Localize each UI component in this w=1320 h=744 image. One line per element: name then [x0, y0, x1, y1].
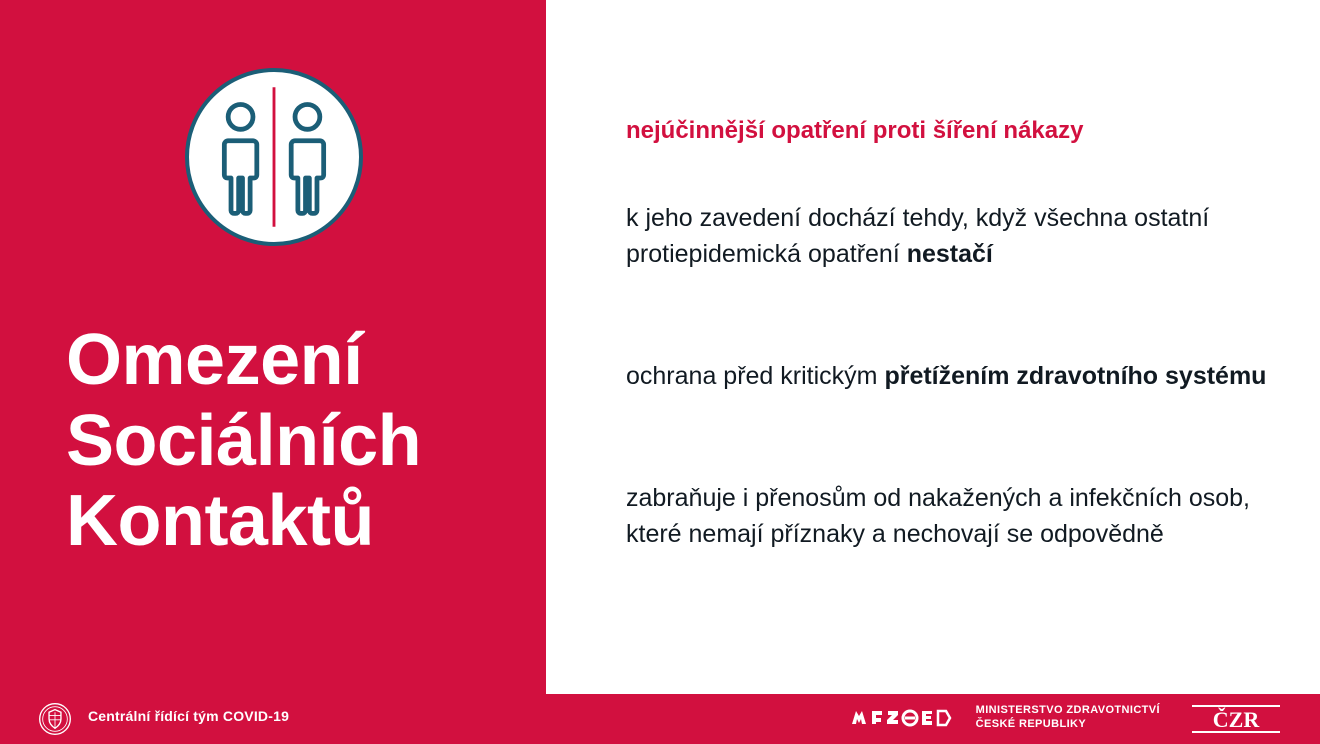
paragraph-1-plain: k jeho zavedení dochází tehdy, když všechna ostatní protiepidemická opatření: [626, 204, 1210, 269]
title-line-3: Kontaktů: [66, 481, 374, 562]
ministry-of-health-logo-icon: [850, 702, 966, 734]
title-line-2: Sociálních: [66, 400, 422, 481]
paragraph-3-plain: zabraňuje i přenosům od nakažených a infekčních osob, které nemají příznaky a nechovají se odpovědně: [626, 484, 1250, 549]
state-crest-icon: [38, 702, 72, 736]
svg-text:ČZR: ČZR: [1212, 707, 1260, 732]
body-paragraph-3: [626, 480, 1306, 553]
paragraph-2-plain: ochrana před kritickým: [626, 362, 885, 390]
title-line-1: Omezení: [66, 320, 363, 400]
ministry-of-health-logo: [850, 702, 1160, 734]
footer-label: Centrální řídící tým COVID-19: [88, 708, 290, 724]
right-content-panel: [546, 0, 1320, 694]
footer-bar: [0, 694, 1320, 744]
body-paragraph-1: [626, 200, 1306, 273]
paragraph-1-bold: nestačí: [906, 240, 993, 269]
paragraph-2-bold: přetížením zdravotního systému: [884, 362, 1267, 390]
czr-logo-icon: [1188, 700, 1284, 738]
ministry-of-health-text: [976, 704, 1160, 732]
ministry-line-2: ČESKÉ REPUBLIKY: [975, 718, 1087, 730]
two-people-separated-icon: [185, 68, 363, 246]
ministry-line-1: MINISTERSTVO ZDRAVOTNICTVÍ: [975, 704, 1160, 717]
body-paragraph-2: [626, 358, 1306, 394]
headline-text: nejúčinnější opatření proti šíření nákazy: [626, 117, 1084, 144]
left-red-panel: [0, 0, 546, 694]
page-title: [66, 320, 536, 562]
